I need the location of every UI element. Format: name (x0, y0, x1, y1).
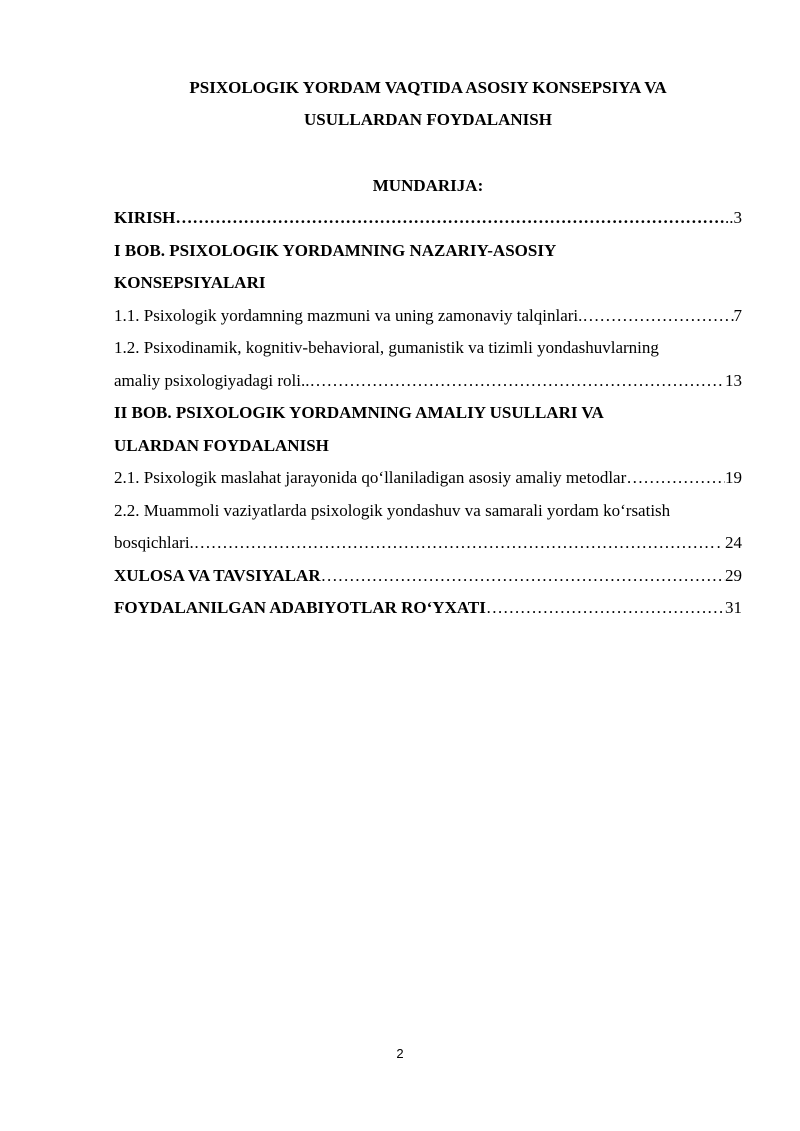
document-title-line-2: USULLARDAN FOYDALANISH (304, 110, 552, 129)
page-number: 2 (396, 1046, 404, 1061)
toc-leader-dots (175, 202, 725, 235)
toc-entry-page: 29 (725, 565, 742, 585)
toc-entry-section-1-2 (114, 365, 742, 398)
toc-leader-dots (309, 365, 725, 398)
toc-entry-page: ..3 (725, 208, 742, 227)
table-of-contents (114, 202, 742, 625)
toc-chapter-2-line-1: II BOB. PSIXOLOGIK YORDAMNING AMALIY USULLARI VA (114, 403, 604, 422)
toc-entry-label: 2.1. Psixologik maslahat jarayonida qo‘llaniladigan asosiy amaliy metodlar (114, 468, 627, 487)
toc-section-1-2-line-1: 1.2. Psixodinamik, kognitiv-behavioral, gumanistik va tizimli yondashuvlarning (114, 338, 659, 357)
toc-entry-conclusion (114, 560, 742, 593)
toc-entry-references (114, 592, 742, 625)
toc-leader-dots (321, 560, 725, 593)
toc-entry-label: amaliy psixologiyadagi roli.. (114, 370, 310, 390)
toc-entry-section-2-2 (114, 527, 742, 560)
toc-entry-label: KIRISH (114, 208, 176, 227)
toc-entry-label: bosqichlari. (114, 533, 194, 552)
toc-entry-section-2-1 (114, 462, 742, 495)
toc-leader-dots (626, 462, 725, 495)
toc-leader-dots (194, 527, 717, 560)
toc-chapter-2-line-2: ULARDAN FOYDALANISH (114, 435, 329, 455)
toc-entry-page: 7 (733, 305, 742, 325)
toc-entry-label: FOYDALANILGAN ADABIYOTLAR RO‘YXATI (114, 598, 486, 617)
toc-entry-intro (114, 202, 742, 235)
document-title-line-1: PSIXOLOGIK YORDAM VAQTIDA ASOSIY KONSEPSIYA VA (189, 78, 667, 97)
toc-entry-label: XULOSA VA TAVSIYALAR (114, 565, 321, 585)
toc-entry-section-1-1 (114, 300, 742, 333)
toc-entry-page: . 24 (716, 533, 742, 552)
toc-chapter-1-line-2: KONSEPSIYALARI (114, 273, 266, 292)
toc-leader-dots (582, 300, 733, 333)
toc-heading: MUNDARIJA: (372, 176, 484, 195)
toc-section-2-2-line-1: 2.2. Muammoli vaziyatlarda psixologik yondashuv va samarali yordam ko‘rsatish (114, 500, 671, 520)
toc-chapter-1-line-1: I BOB. PSIXOLOGIK YORDAMNING NAZARIY-ASOSIY (114, 240, 557, 260)
toc-leader-dots (486, 592, 725, 625)
toc-entry-page: 13 (725, 370, 742, 390)
toc-entry-page: 19 (725, 468, 742, 487)
toc-entry-label: 1.1. Psixologik yordamning mazmuni va uning zamonaviy talqinlari. (114, 305, 583, 325)
toc-entry-page: 31 (725, 598, 742, 617)
